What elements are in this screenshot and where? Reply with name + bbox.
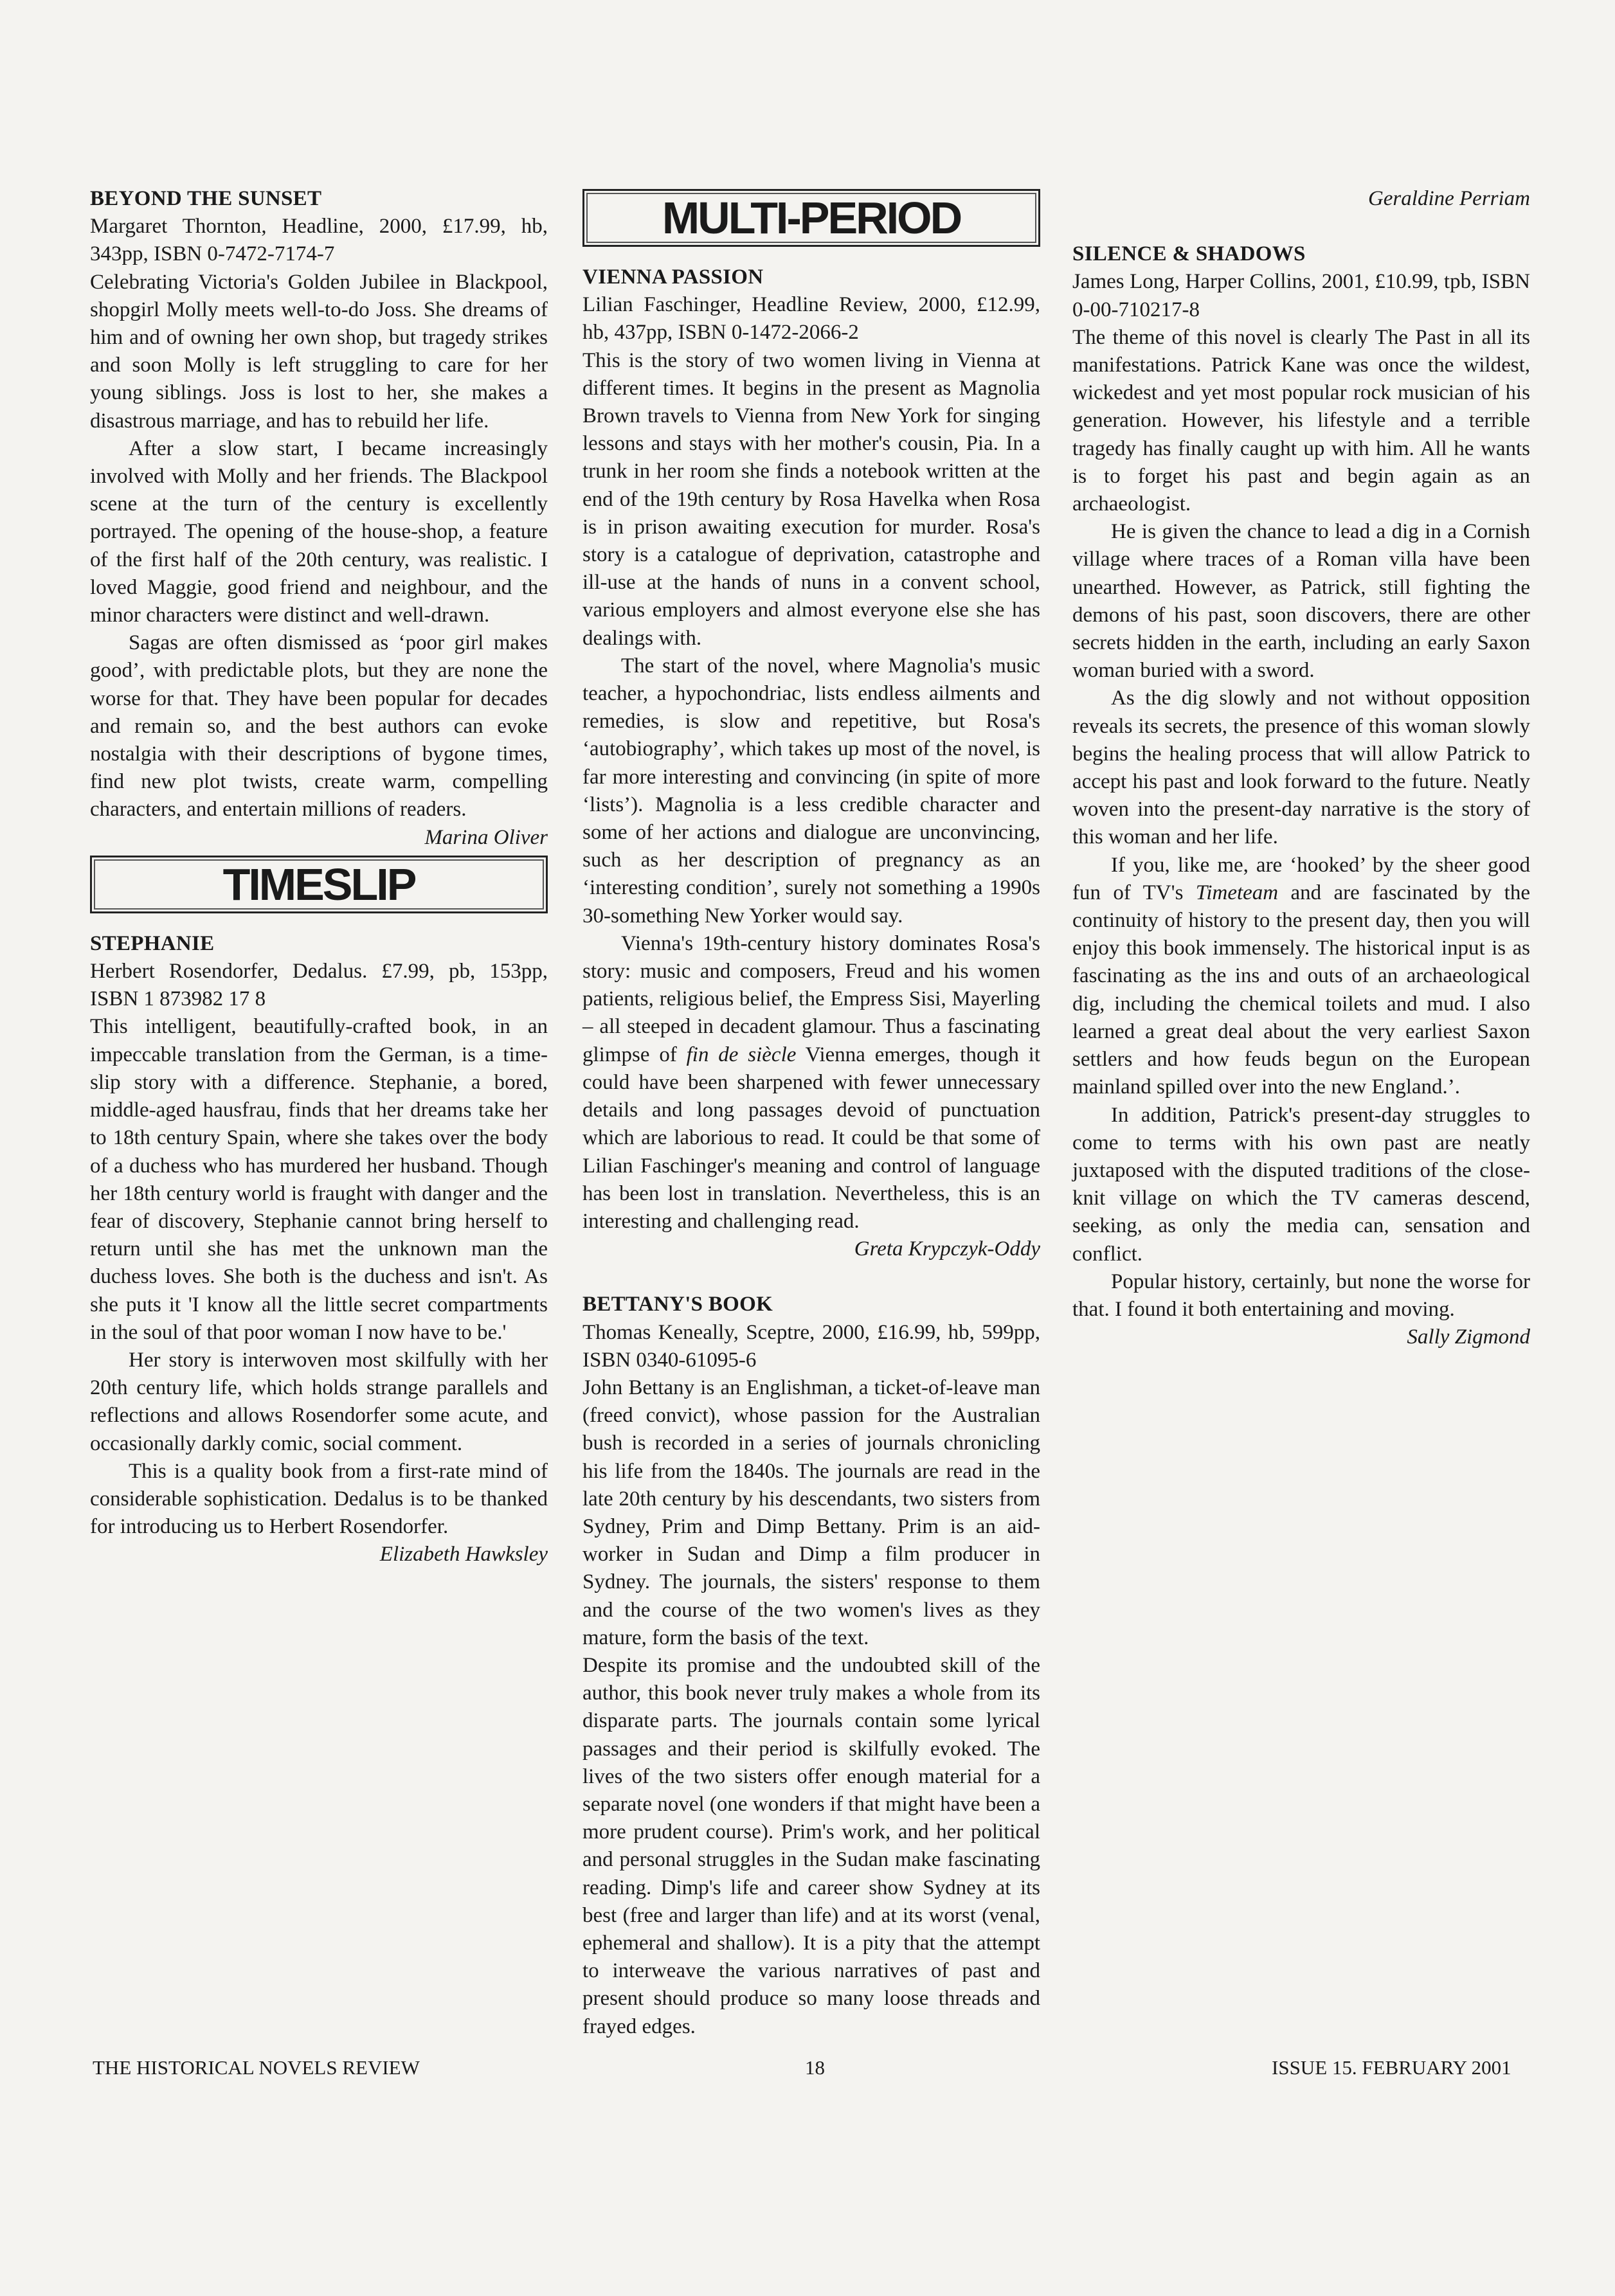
review-paragraph: After a slow start, I became increasingly involved with Molly and her friends. The Blackpool scene at the turn of the century is excellently portrayed. The opening of the house-shop, a feature of the first half of the 20th century, was realistic. I loved Maggie, good friend and neighbour, and the minor characters were distinct and well-drawn. xyxy=(90,436,548,627)
column-middle xyxy=(582,185,1040,2041)
review-details: James Long, Harper Collins, 2001, £10.99, tpb, ISBN 0-00-710217-8 xyxy=(1072,270,1530,321)
review-paragraph: Sagas are often dismissed as ‘poor girl makes good’, with predictable plots, but they are none the worse for that. They have been popular for decades and remain so, and the best authors can evoke nostalgia with their descriptions of bygone times, find new plot twists, create warm, compelling characters, and entertain millions of readers. xyxy=(90,631,548,821)
review-bettanys-book xyxy=(582,1291,1040,2040)
reviewer-name: Marina Oliver xyxy=(424,825,548,849)
reviewer-name: Sally Zigmond xyxy=(1407,1325,1530,1349)
footer-page-number: 18 xyxy=(805,2056,825,2079)
review-text: Vienna's 19th-century history dominates Rosa's story: music and composers, Freud and his women patients, religious belief, the Empress Sisi, Mayerling – all steeped in decadent glamour. Thus a fascinating glimpse of xyxy=(582,931,1040,1066)
section-banner-timeslip: TIMESLIP xyxy=(90,856,548,913)
section-banner-multi-period: MULTI-PERIOD xyxy=(582,189,1040,247)
review-paragraph: Popular history, certainly, but none the worse for that. I found it both entertaining and moving. xyxy=(1072,1269,1530,1321)
column-left xyxy=(90,185,548,1569)
review-vienna-passion xyxy=(582,264,1040,1263)
review-paragraph: As the dig slowly and not without opposition reveals its secrets, the presence of this woman slowly begins the healing process that will allow Patrick to accept his past and look forward to the future. Neatly woven into the present-day narrative is the story of this woman and her life. xyxy=(1072,686,1530,849)
review-title: BEYOND THE SUNSET xyxy=(90,187,322,210)
review-paragraph: This is a quality book from a first-rate mind of considerable sophistication. Dedalus is to be thanked for introducing us to Herbert Rosendorfer. xyxy=(90,1459,548,1539)
review-paragraph: John Bettany is an Englishman, a ticket-of-leave man (freed convict), whose passion for the Australian bush is recorded in a series of journals chronicling his life from the 1840s. The journals are read in the late 20th century by his descendants, two sisters from Sydney, Prim and Dimp Bettany. Prim is an aid-worker in Sudan and Dimp a film producer in Sydney. The journals, the sisters' response to them and the course of the two women's lives as they mature, form the basis of the text. xyxy=(582,1376,1040,1649)
reviewer-name: Elizabeth Hawksley xyxy=(379,1543,548,1566)
review-details: Lilian Faschinger, Headline Review, 2000, £12.99, hb, 437pp, ISBN 0-1472-2066-2 xyxy=(582,293,1040,345)
review-paragraph: This intelligent, beautifully-crafted book, in an impeccable translation from the German, is a time-slip story with a difference. Stephanie, a bored, middle-aged hausfrau, finds that her dreams take her to 18th century Spain, where she takes over the body of a duchess who has murdered her husband. Though her 18th century world is fraught with danger and the fear of discovery, Stephanie cannot bring herself to return until she has met the unknown man the duchess loves. She both is the duchess and isn't. As she puts it 'I know all the little secret compartments in the soul of that poor woman I now have to be.' xyxy=(90,1015,548,1344)
spacer xyxy=(1072,213,1530,240)
review-details: Thomas Keneally, Sceptre, 2000, £16.99, hb, 599pp, ISBN 0340-61095-6 xyxy=(582,1320,1040,1372)
review-text: If you, like me, are ‘hooked’ by the sheer good fun of TV's xyxy=(1072,853,1530,904)
review-text: Vienna emerges, though it could have been sharpened with fewer unnecessary details and long passages devoid of punctuation which are laborious to read. It could be that some of Lilian Faschinger's meaning and control of language has been lost in translation. Nevertheless, this is an interesting and challenging read. xyxy=(582,1043,1040,1233)
review-paragraph xyxy=(582,930,1040,1235)
review-title: STEPHANIE xyxy=(90,931,215,955)
reviewer-name: Geraldine Perriam xyxy=(1367,187,1530,210)
review-paragraph: The theme of this novel is clearly The Past in all its manifestations. Patrick Kane was once the wildest, wickedest and yet most popular rock musician of his generation. However, his lifestyle and a terrible tragedy has finally caught up with him. All he wants is to forget his past and begin again as an archaeologist. xyxy=(1072,325,1530,516)
review-title: BETTANY'S BOOK xyxy=(582,1293,773,1316)
review-paragraph: This is the story of two women living in Vienna at different times. It begins in the present as Magnolia Brown travels to Vienna from New York for singing lessons and stays with her mother's cousin, Pia. In a trunk in her room she finds a notebook written at the end of the 19th century by Rosa Havelka when Rosa is in prison awaiting execution for murder. Rosa's story is a catalogue of deprivation, catastrophe and ill-use at the hands of nuns in a convent school, various employers and almost everyone else she has dealings with. xyxy=(582,348,1040,650)
review-title: VIENNA PASSION xyxy=(582,265,764,289)
column-right xyxy=(1072,185,1530,1351)
review-details: Herbert Rosendorfer, Dedalus. £7.99, pb, 153pp, ISBN 1 873982 17 8 xyxy=(90,960,548,1011)
review-paragraph: He is given the chance to lead a dig in a Cornish village where traces of a Roman villa have been unearthed. However, as Patrick, still fighting the demons of his past, soon discovers, there are other secrets hidden in the earth, including an early Saxon woman buried with a sword. xyxy=(1072,520,1530,683)
spacer xyxy=(582,1263,1040,1291)
review-text-italic: fin de siècle xyxy=(686,1043,797,1066)
footer-publication: THE HISTORICAL NOVELS REVIEW xyxy=(93,2056,420,2079)
review-paragraph: Celebrating Victoria's Golden Jubilee in Blackpool, shopgirl Molly meets well-to-do Joss. She dreams of him and of owning her own shop, but tragedy strikes and soon Molly is left struggling to care for her young siblings. Joss is lost to her, she makes a disastrous marriage, and has to rebuild her life. xyxy=(90,270,548,433)
review-text: and are fascinated by the continuity of history to the present day, then you will enjoy this book immensely. The historical input is as fascinating as the ins and outs of an archaeological dig, including the chemical toilets and mud. I also learned a great deal about the very earliest Saxon settlers and how feuds begun on the European mainland spilled over into the new England.’. xyxy=(1072,881,1530,1099)
review-paragraph: Despite its promise and the undoubted skill of the author, this book never truly makes a whole from its disparate parts. The journals contain some lyrical passages and their period is skilfully evoked. The lives of the two sisters offer enough material for a separate novel (one wonders if that might have been a more prudent course). Prim's work, and her political and personal struggles in the Sudan make fascinating reading. Dimp's life and career show Sydney at its best (free and larger than life) and at its worst (venal, ephemeral and shallow). It is a pity that the attempt to interweave the various narratives of past and present should produce so many loose threads and frayed edges. xyxy=(582,1653,1040,2038)
review-details: Margaret Thornton, Headline, 2000, £17.99, hb, 343pp, ISBN 0-7472-7174-7 xyxy=(90,215,548,266)
review-title: SILENCE & SHADOWS xyxy=(1072,242,1306,266)
review-paragraph: The start of the novel, where Magnolia's music teacher, a hypochondriac, lists endless ailments and remedies, is slow and repetitive, but Rosa's ‘autobiography’, which takes up most of the novel, is far more interesting and convincing (in spite of more ‘lists’). Magnolia is a less credible character and some of her actions and dialogue are unconvincing, such as her description of pregnancy as an ‘interesting condition’, surely not something a 1990s 30-something New Yorker would say. xyxy=(582,654,1040,928)
review-silence-and-shadows xyxy=(1072,240,1530,1351)
review-paragraph: Her story is interwoven most skilfully with her 20th century life, which holds strange parallels and reflections and allows Rosendorfer some acute, and occasionally darkly comic, social comment. xyxy=(90,1348,548,1455)
review-beyond-the-sunset xyxy=(90,185,548,852)
review-text-italic: Timeteam xyxy=(1195,881,1279,904)
reviewer-name: Greta Krypczyk-Oddy xyxy=(854,1237,1040,1261)
review-stephanie xyxy=(90,930,548,1569)
review-paragraph xyxy=(1072,852,1530,1102)
footer-issue: ISSUE 15. FEBRUARY 2001 xyxy=(1272,2056,1511,2079)
review-paragraph: In addition, Patrick's present-day struggles to come to terms with his own past are neatly juxtaposed with the disputed traditions of the close-knit village on which the TV cameras descend, seeking, as only the media can, sensation and conflict. xyxy=(1072,1103,1530,1266)
